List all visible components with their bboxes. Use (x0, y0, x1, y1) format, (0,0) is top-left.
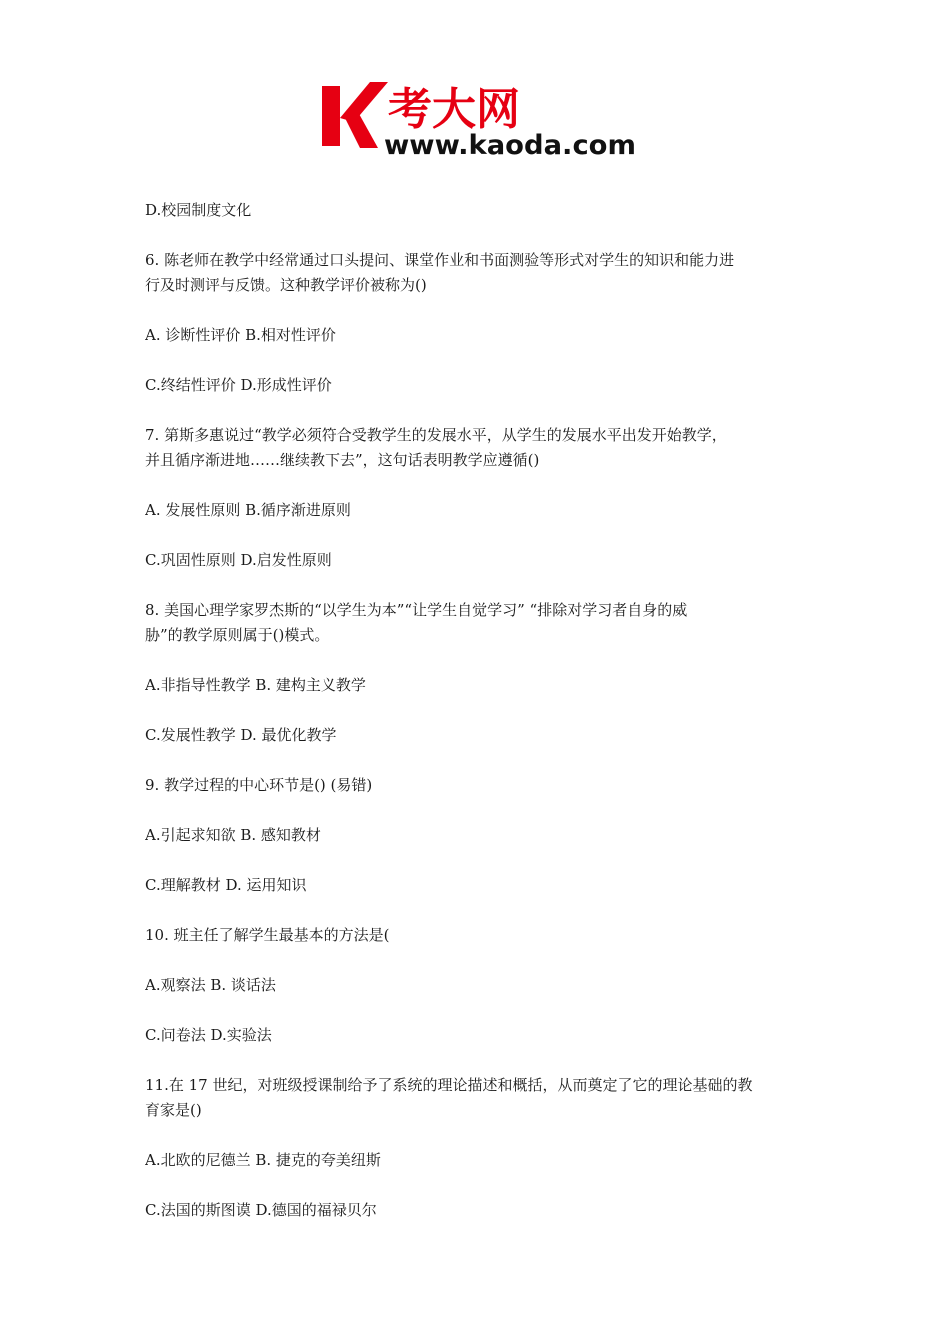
option-line: A. 诊断性评价 B.相对性评价 (145, 326, 336, 344)
question-line: 7. 第斯多惠说过“教学必须符合受教学生的发展水平，从学生的发展水平出发开始教学， (145, 426, 727, 444)
option-line: A.引起求知欲 B. 感知教材 (145, 826, 321, 844)
question-line: 并且循序渐进地……继续教下去”，这句话表明教学应遵循() (145, 451, 540, 469)
logo-brand: 考大网 (388, 84, 520, 135)
option-line: D.校园制度文化 (145, 201, 252, 219)
option-line: C.理解教材 D. 运用知识 (145, 876, 307, 894)
question-line: 8. 美国心理学家罗杰斯的“以学生为本”“让学生自觉学习” “排除对学习者自身的威 (145, 601, 688, 619)
option-line: A.观察法 B. 谈话法 (145, 976, 276, 994)
question-line: 10. 班主任了解学生最基本的方法是( (145, 926, 390, 944)
question-line: 行及时测评与反馈。这种教学评价被称为() (145, 276, 427, 294)
option-line: A. 发展性原则 B.循序渐进原则 (145, 501, 351, 519)
question-content (145, 198, 813, 1223)
option-line: C.法国的斯图谟 D.德国的福禄贝尔 (145, 1201, 377, 1219)
logo-url: www.kaoda.com (384, 130, 636, 158)
option-line: C.终结性评价 D.形成性评价 (145, 376, 332, 394)
option-line: A.非指导性教学 B. 建构主义教学 (145, 676, 366, 694)
kaoda-logo (318, 78, 640, 158)
question-line: 11.在 17 世纪，对班级授课制给予了系统的理论描述和概括，从而奠定了它的理论基础的教 (145, 1076, 753, 1094)
option-line: C.问卷法 D.实验法 (145, 1026, 272, 1044)
option-line: A.北欧的尼德兰 B. 捷克的夸美纽斯 (145, 1151, 381, 1169)
question-line: 6. 陈老师在教学中经常通过口头提问、课堂作业和书面测验等形式对学生的知识和能力进 (145, 251, 735, 269)
question-line: 9. 教学过程的中心环节是() (易错) (145, 776, 373, 794)
question-line: 胁”的教学原则属于()模式。 (145, 626, 330, 644)
option-line: C.发展性教学 D. 最优化教学 (145, 726, 337, 744)
question-line: 育家是() (145, 1101, 202, 1119)
option-line: C.巩固性原则 D.启发性原则 (145, 551, 332, 569)
k-logo-mark (322, 82, 388, 148)
